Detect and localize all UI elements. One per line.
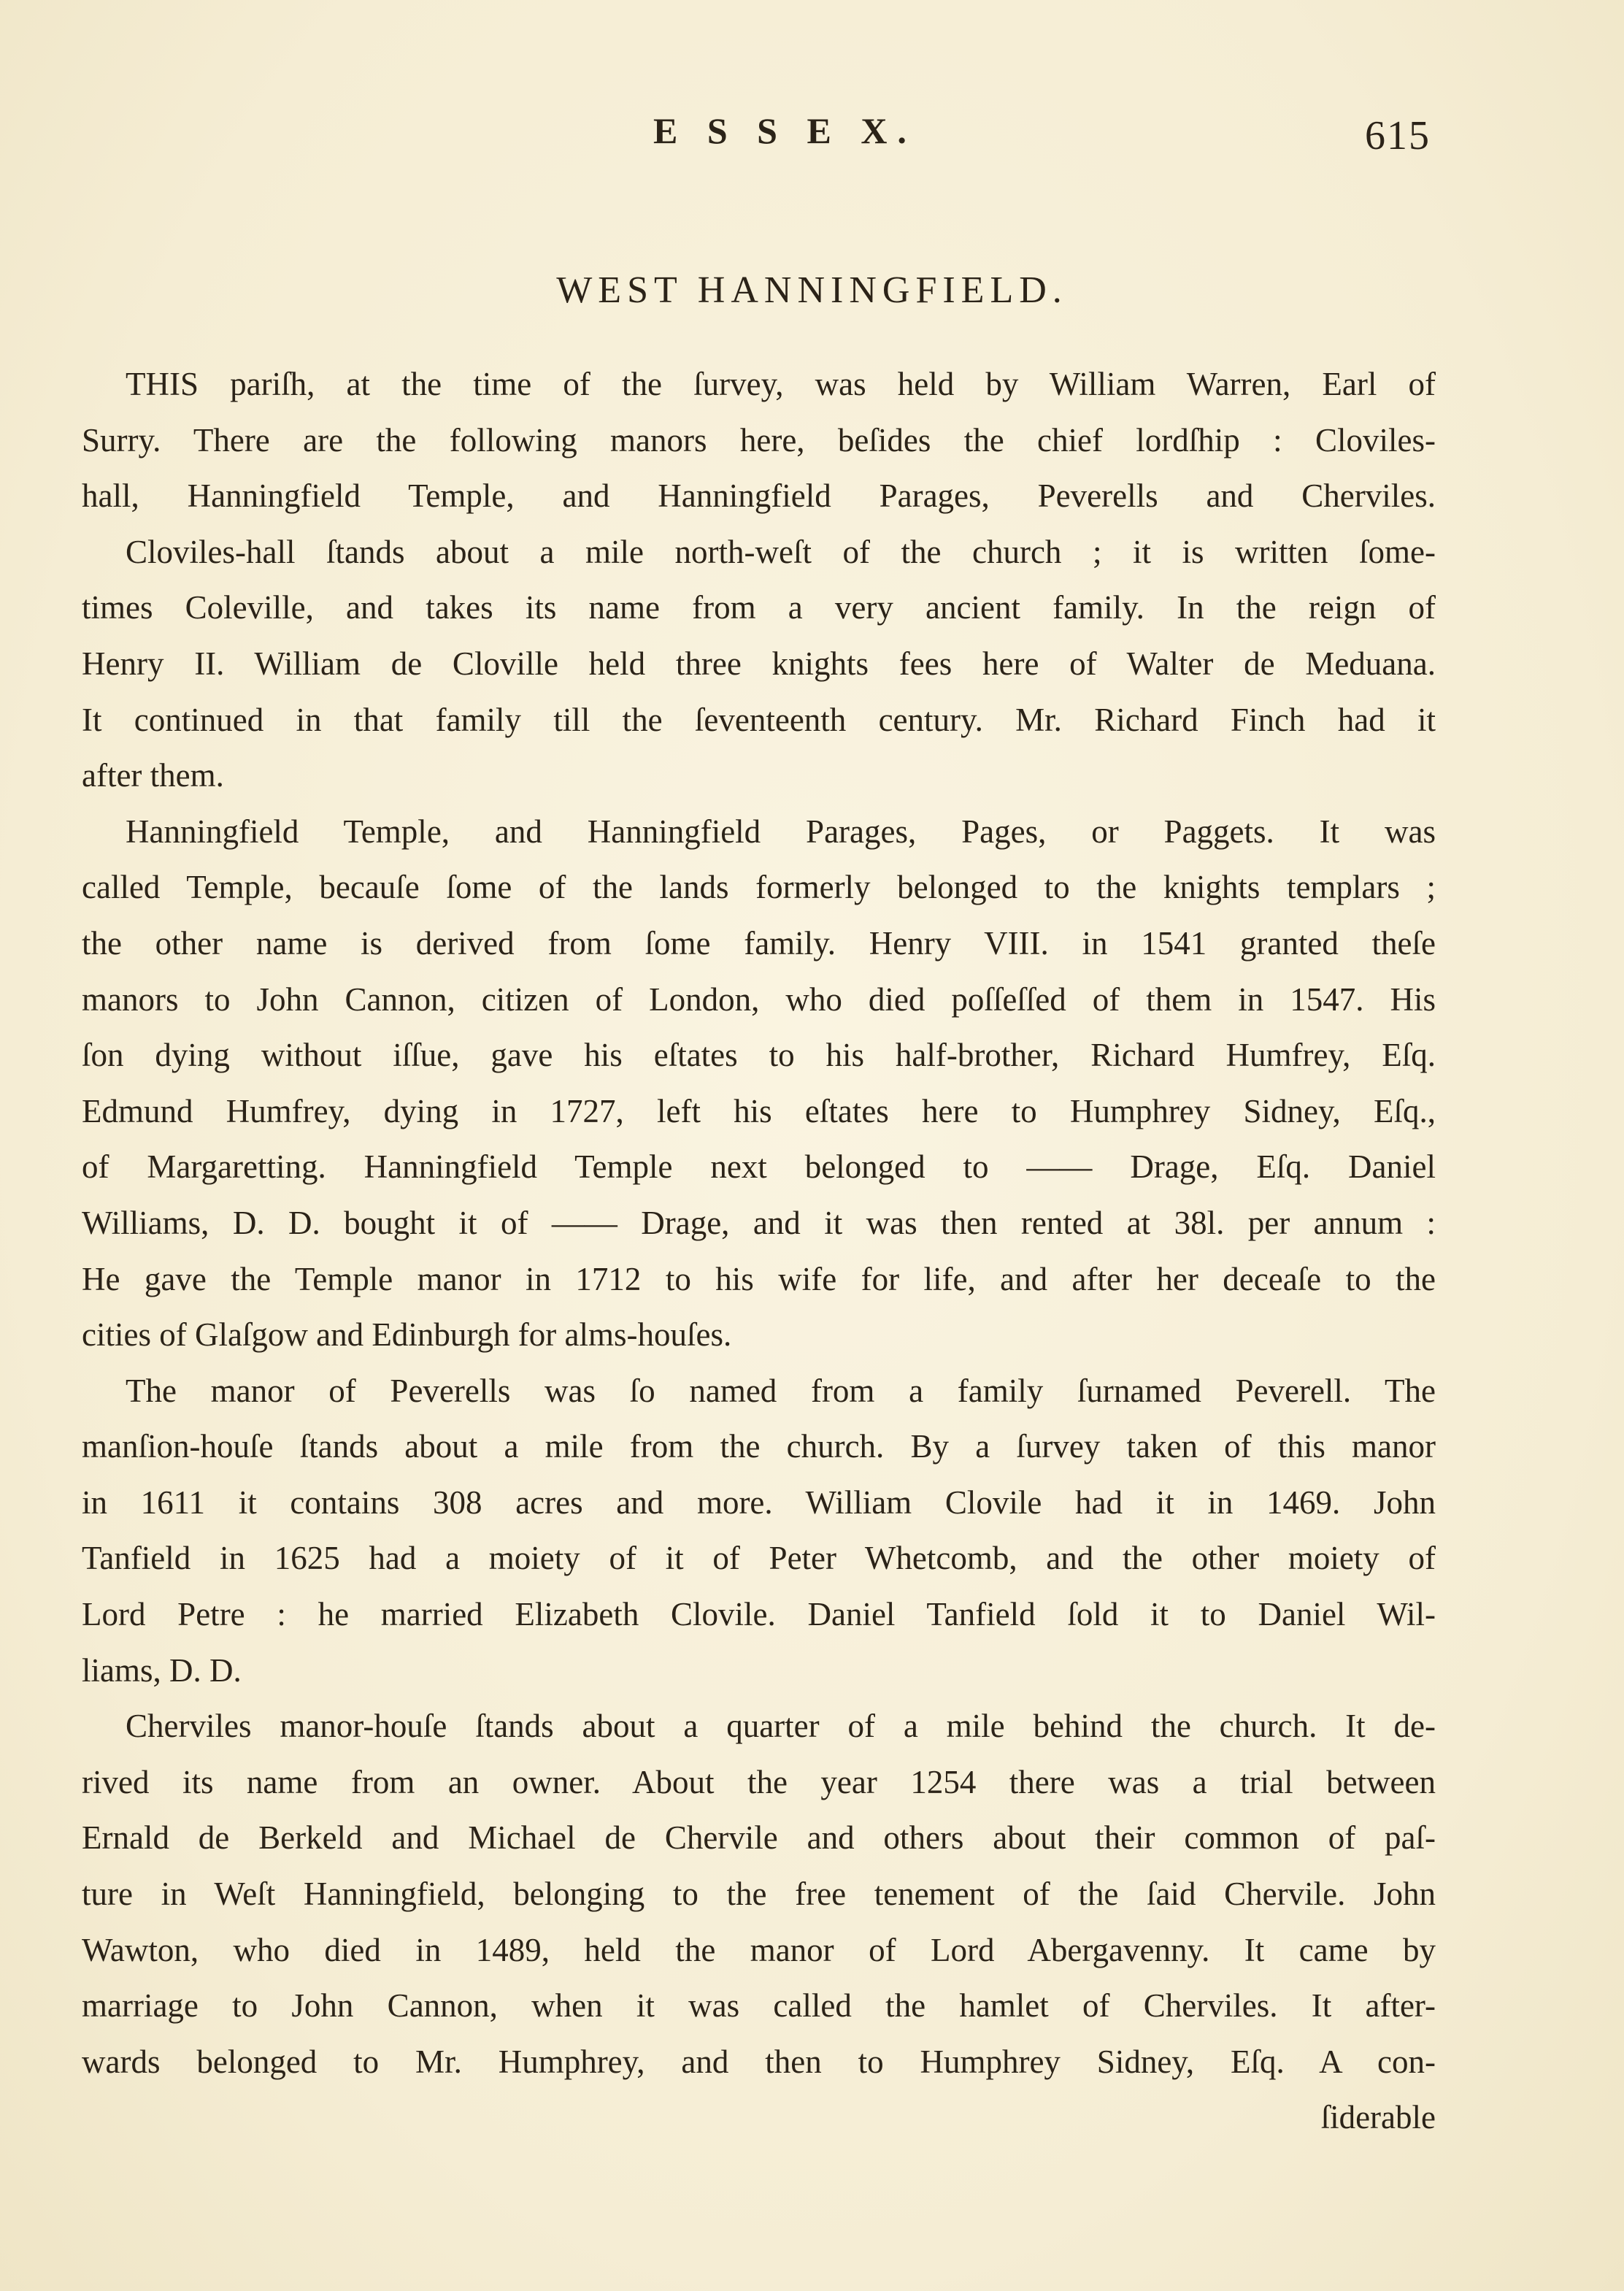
text-line: Ernald de Berkeld and Michael de Chervile and others about their common of paſ- [82,1819,1436,1857]
catchword: ſiderable [1320,2099,1436,2136]
text-line: Lord Petre : he married Elizabeth Clovile. Daniel Tanfield ſold it to Daniel Wil- [82,1596,1436,1633]
text-line: ſon dying without iſſue, gave his eſtates to his half-brother, Richard Humfrey, Eſq. [82,1037,1436,1074]
text-line: wards belonged to Mr. Humphrey, and then to Humphrey Sidney, Eſq. A con- [82,2043,1436,2080]
text-line: Edmund Humfrey, dying in 1727, left his eſtates here to Humphrey Sidney, Eſq., [82,1092,1436,1129]
text-line: marriage to John Cannon, when it was called the hamlet of Cherviles. It after- [82,1987,1436,2025]
text-line: after them. [82,757,224,794]
text-line: cities of Glaſgow and Edinburgh for alms-houſes. [82,1316,732,1354]
text-line: in 1611 it contains 308 acres and more. William Clovile had it in 1469. John [82,1484,1436,1521]
text-line: the other name is derived from ſome family. Henry VIII. in 1541 granted theſe [82,924,1436,962]
text-line: manſion-houſe ſtands about a mile from the church. By a ſurvey taken of this manor [82,1428,1436,1465]
text-line: rived its name from an owner. About the year 1254 there was a trial between [82,1763,1436,1800]
text-line: liams, D. D. [82,1651,242,1689]
page-number: 615 [1365,113,1431,158]
text-line: He gave the Temple manor in 1712 to his wife for life, and after her deceaſe to the [82,1260,1436,1297]
text-line: Williams, D. D. bought it of —— Drage, and it was then rented at 38l. per annum : [82,1204,1436,1241]
text-line: Cloviles-hall ſtands about a mile north-weſt of the church ; it is written ſome- [126,533,1436,570]
text-line: THIS pariſh, at the time of the ſurvey, was held by William Warren, Earl of [126,366,1436,402]
text-line: manors to John Cannon, citizen of London, who died poſſeſſed of them in 1547. His [82,981,1436,1018]
text-line: hall, Hanningfield Temple, and Hanningfield Parages, Peverells and Cherviles. [82,477,1436,515]
text-line: Tanfield in 1625 had a moiety of it of Peter Whetcomb, and the other moiety of [82,1540,1436,1577]
chapter-title: WEST HANNINGFIELD. [556,269,1068,311]
text-line: It continued in that family till the ſeventeenth century. Mr. Richard Finch had it [82,701,1436,738]
text-line: of Margaretting. Hanningfield Temple next belonged to —— Drage, Eſq. Daniel [82,1148,1436,1186]
text-line: ture in Weſt Hanningfield, belonging to the free tenement of the ſaid Chervile. John [82,1876,1436,1913]
text-line: called Temple, becauſe ſome of the lands formerly belonged to the knights templars ; [82,869,1436,906]
text-line: The manor of Peverells was ſo named from a family ſurnamed Peverell. The [126,1372,1436,1409]
text-line: times Coleville, and takes its name from a very ancient family. In the reign of [82,589,1436,626]
running-head [0,110,1624,168]
text-line: Hanningfield Temple, and Hanningfield Parages, Pages, or Paggets. It was [126,813,1436,850]
text-line: Henry II. William de Cloville held three knights fees here of Walter de Meduana. [82,645,1436,682]
text-line: Wawton, who died in 1489, held the manor of Lord Abergavenny. It came by [82,1931,1436,1968]
text-line: Surry. There are the following manors here, beſides the chief lordſhip : Cloviles- [82,421,1436,458]
body-text [82,356,1436,2146]
running-title: E S S E X. [653,110,917,151]
text-line: Cherviles manor-houſe ſtands about a quarter of a mile behind the church. It de- [126,1708,1436,1745]
